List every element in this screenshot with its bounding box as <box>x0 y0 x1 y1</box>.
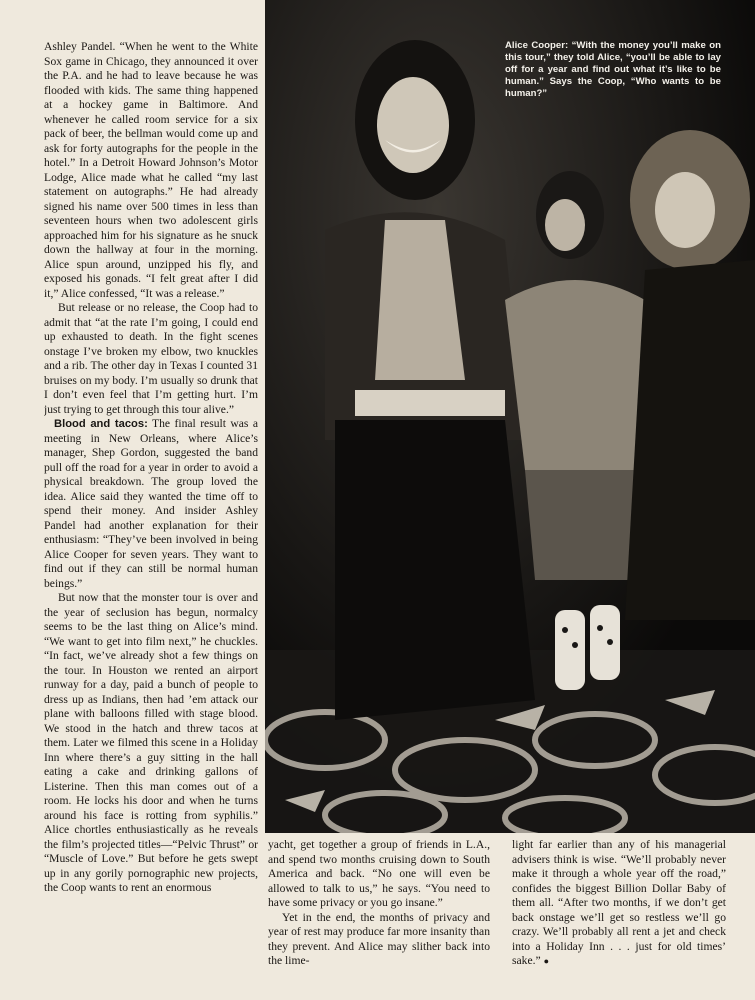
article-paragraph <box>512 838 726 969</box>
article-column-left <box>44 40 258 970</box>
article-paragraph: But release or no release, the Coop had to admit that “at the rate I’m going, I could end up exhausted to death. In the fight scenes onstage I’ve broken my elbow, two knuckles and a rib. The other day in Texas I counted 31 bruises on my body. I’m usually so drunk that I don’t even feel that I’m getting hurt. I’m just trying to get through this tour alive.” <box>44 301 258 416</box>
article-paragraph: Ashley Pandel. “When he went to the White Sox game in Chicago, they announced it over the P.A. and he had to leave because he was flooded with kids. The same thing happened at a hockey game in Baltimore. And whenever he called room service for a six pack of beer, the bellman would come up and ask for forty autographs for the people in the hotel.” In a Detroit Howard Johnson’s Motor Lodge, Alice made what he called “my last statement on autographs.” He had already signed his name over 500 times in less than seventeen hours when two adolescent girls approached him for his signature as he snuck down the hallway at four in the morning. Alice spun around, unzipped his fly, and exposed his gonads. “I felt great after I did it,” Alice confessed, “It was a release.” <box>44 40 258 300</box>
subhead: Blood and tacos: <box>54 418 148 430</box>
photo-caption: Alice Cooper: “With the money you’ll make on this tour,” they told Alice, “you’ll be able to lay off for a year and find out what it’s like to be human.” Says the Coop, “Who wants to be human?” <box>505 40 721 99</box>
concert-photo <box>265 0 755 833</box>
article-paragraph: yacht, get together a group of friends in L.A., and spend two months cruising down to South America and back. “No one will even be allowed to talk to us,” he says. “You need to have some privacy or you go insane.” <box>268 838 490 909</box>
subhead-text: The final result was a meeting in New Orleans, where Alice’s manager, Shep Gordon, suggested the band pull off the road for a year in order to avoid a physical breakdown. The group loved the idea. Alice said they wanted the time off to spend their money. And insider Ashley Pandel had another explanation for their enthusiasm: “They’ve been involved in being Alice Cooper for seven years. They want to find out if they can still be normal human beings.” <box>44 417 258 590</box>
article-paragraph: Yet in the end, the months of privacy and year of rest may produce far more insanity than they prevent. And Alice may slither back into the lime- <box>268 910 490 967</box>
photo-illustration <box>265 0 755 833</box>
article-text: light far earlier than any of his managerial advisers think is wise. “We’ll probably never make it through a whole year off the road,” confides the biggest Billion Dollar Baby of them all. “After two months, if we don’t get back onstage we’ll get so restless we’ll go crazy. We’ll probably all rent a jet and check into a Holiday Inn . . . just for old times’ sake.” <box>512 838 726 967</box>
article-paragraph-subhead <box>44 417 258 591</box>
article-paragraph: But now that the monster tour is over and the year of seclusion has begun, normalcy seems to be the last thing on Alice’s mind. “We want to get into film next,” he chuckles. “In fact, we’ve already shot a few things on the tour. In Houston we rented an airport runway for a day, paid a bunch of people to dress up as Indians, then had ’em attack our plane with balloons filled with stage blood. We stood in the hatch and threw tacos at them. Later we filmed this scene in a Holiday Inn where there’s a guy sitting in the hall eating a cake and drinking gallons of Listerine. Then this man comes out of a room. He locks his door and when he turns around his face is rotting from syphilis.” Alice chortles enthusiastically as he reveals the film’s projected titles—“Pelvic Thrust” or “Muscle of Love.” But before he gets swept up in any gorily pornographic new projects, the Coop wants to rent an enormous <box>44 591 258 894</box>
article-column-middle <box>268 838 490 978</box>
article-column-right <box>512 838 726 978</box>
end-mark: ● <box>543 956 549 966</box>
